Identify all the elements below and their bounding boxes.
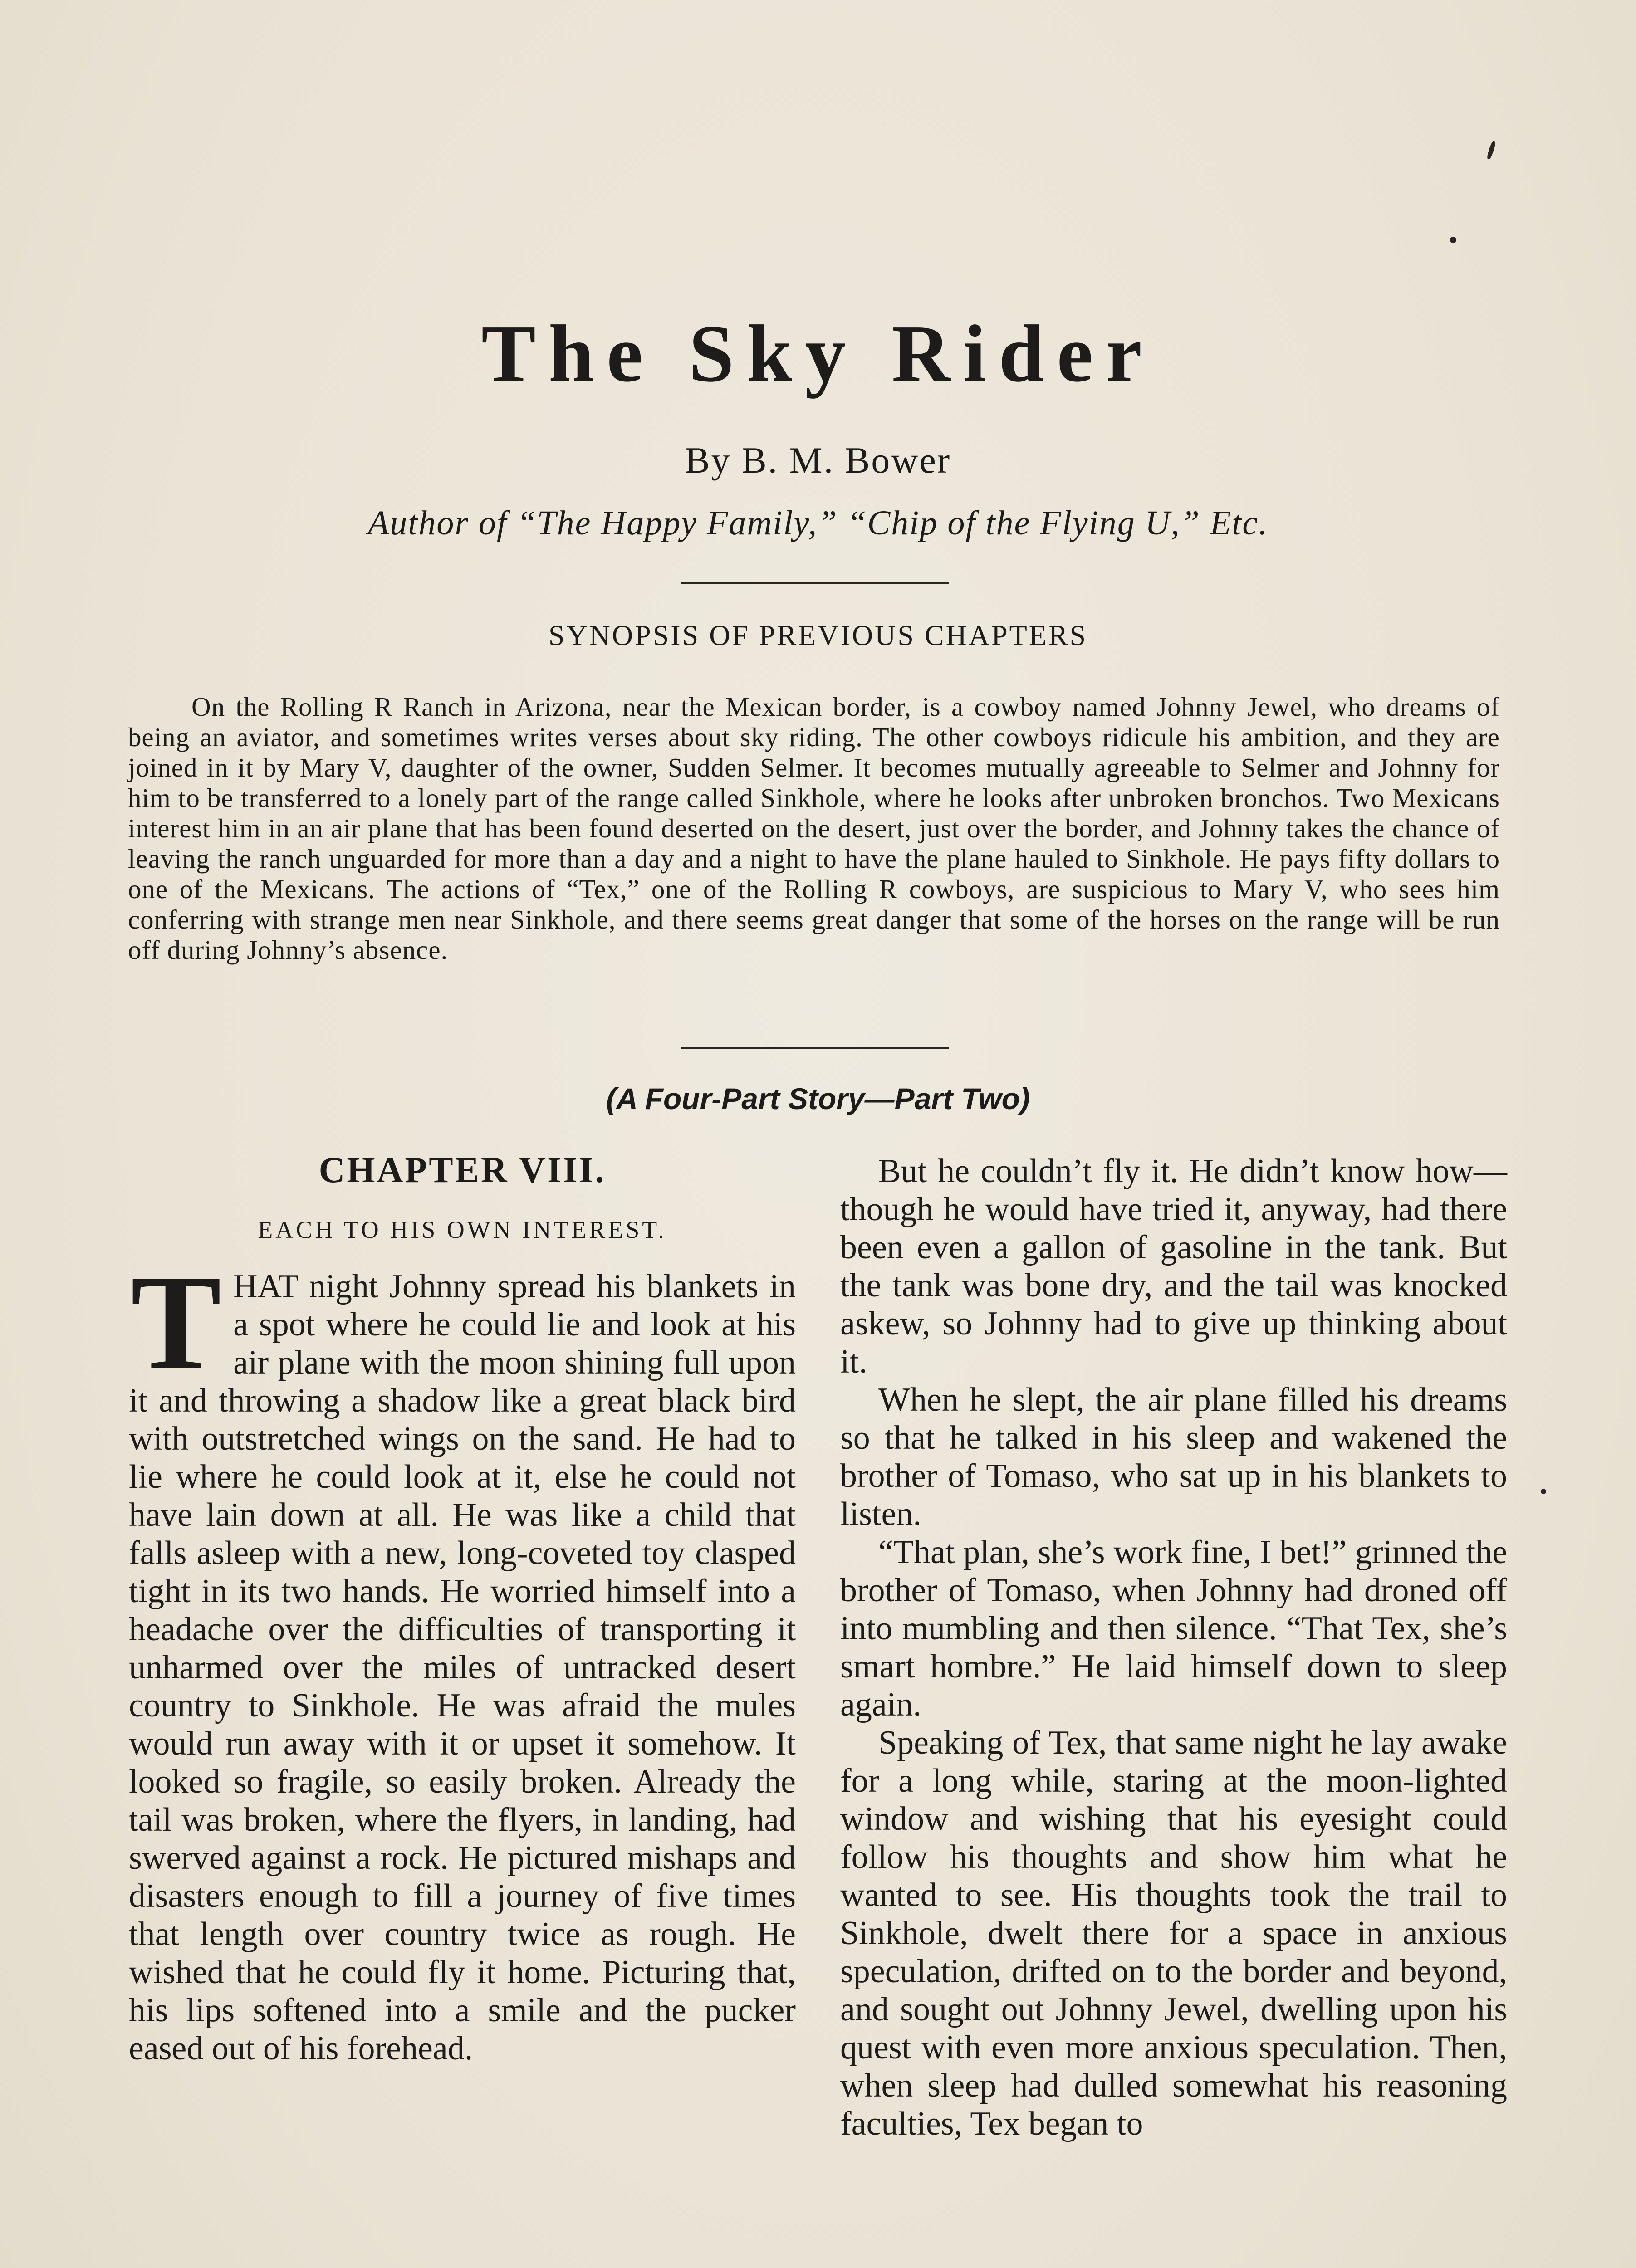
ink-speck — [1486, 140, 1496, 160]
body-paragraph: But he couldn’t fly it. He didn’t know how—though he would have tried it, anyway, had there been even a gallon of gasoline in the tank. But the tank was bone dry, and the tail was knocked askew, so Johnny had to give up thinking about it. — [840, 1153, 1507, 1380]
author-byline: By B. M. Bower — [685, 440, 951, 481]
author-credits: Author of “The Happy Family,” “Chip of the Flying U,” Etc. — [367, 504, 1269, 542]
ink-speck — [1450, 237, 1456, 243]
body-paragraph: When he slept, the air plane filled his dreams so that he talked in his sleep and wakened the brother of Tomaso, who sat up in his blankets to listen. — [840, 1381, 1507, 1533]
body-paragraph: Speaking of Tex, that same night he lay awake for a long while, staring at the moon-lighted window and wishing that his eyesight could follow his thoughts and show him what he wanted to see. His thoughts took the trail to Sinkhole, dwelt there for a space in anxious speculation, drifted on to the border and beyond, and sought out Johnny Jewel, dwelling upon his quest with even more anxious speculation. Then, when sleep had dulled somewhat his reasoning faculties, Tex began to — [840, 1724, 1507, 2142]
synopsis-text: On the Rolling R Ranch in Arizona, near the Mexican border, is a cowboy named Johnny Jewel, who dreams of being an aviator, and sometimes writes verses about sky riding. The other cowboys ridicule his ambition, and they are joined in it by Mary V, daughter of the owner, Sudden Selmer. It becomes mutually agreeable to Selmer and Johnny for him to be transferred to a lonely part of the range called Sinkhole, where he looks after unbroken bronchos. Two Mexicans interest him in an air plane that has been found deserted on the desert, just over the border, and Johnny takes the chance of leaving the ranch unguarded for more than a day and a night to have the plane hauled to Sinkhole. He pays fifty dollars to one of the Mexicans. The actions of “Tex,” one of the Rolling R cowboys, are suspicious to Mary V, who sees him conferring with strange men near Sinkhole, and there seems great danger that some of the horses on the range will be run off during Johnny’s absence. — [128, 692, 1500, 965]
body-paragraph: “That plan, she’s work fine, I bet!” grinned the brother of Tomaso, when Johnny had droned off into mumbling and then silence. “That Tex, she’s smart hombre.” He laid himself down to sleep again. — [840, 1534, 1507, 1723]
chapter-title: CHAPTER VIII. — [318, 1150, 606, 1190]
part-label: (A Four-Part Story—Part Two) — [606, 1082, 1030, 1115]
section-divider — [681, 582, 949, 584]
right-column — [840, 1152, 1507, 2143]
story-title: The Sky Rider — [481, 308, 1155, 399]
chapter-subtitle: EACH TO HIS OWN INTEREST. — [258, 1216, 667, 1243]
ink-speck — [1541, 1489, 1546, 1494]
drop-cap: T — [131, 1247, 222, 1398]
synopsis-heading: SYNOPSIS OF PREVIOUS CHAPTERS — [548, 619, 1088, 651]
section-divider — [681, 1047, 949, 1049]
left-column — [129, 1152, 796, 2068]
opening-paragraph — [129, 1247, 796, 2068]
opening-paragraph-text: HAT night Johnny spread his blankets in a spot where he could lie and look at his air plane with the moon shining full upon it and throwing a shadow like a great black bird with outstretched wings on the sand. He had to lie where he could look at it, else he could not have lain down at all. He was like a child that falls asleep with a new, long-coveted toy clasped tight in its two hands. He worried himself into a headache over the difficulties of transporting it unharmed over the miles of untracked desert country to Sinkhole. He was afraid the mules would run away with it or upset it somehow. It looked so fragile, so easily broken. Already the tail was broken, where the flyers, in landing, had swerved against a rock. He pictured mishaps and disasters enough to fill a journey of five times that length over country twice as rough. He wished that he could fly it home. Picturing that, his lips softened into a smile and the pucker eased out of his forehead. — [129, 1268, 796, 2067]
